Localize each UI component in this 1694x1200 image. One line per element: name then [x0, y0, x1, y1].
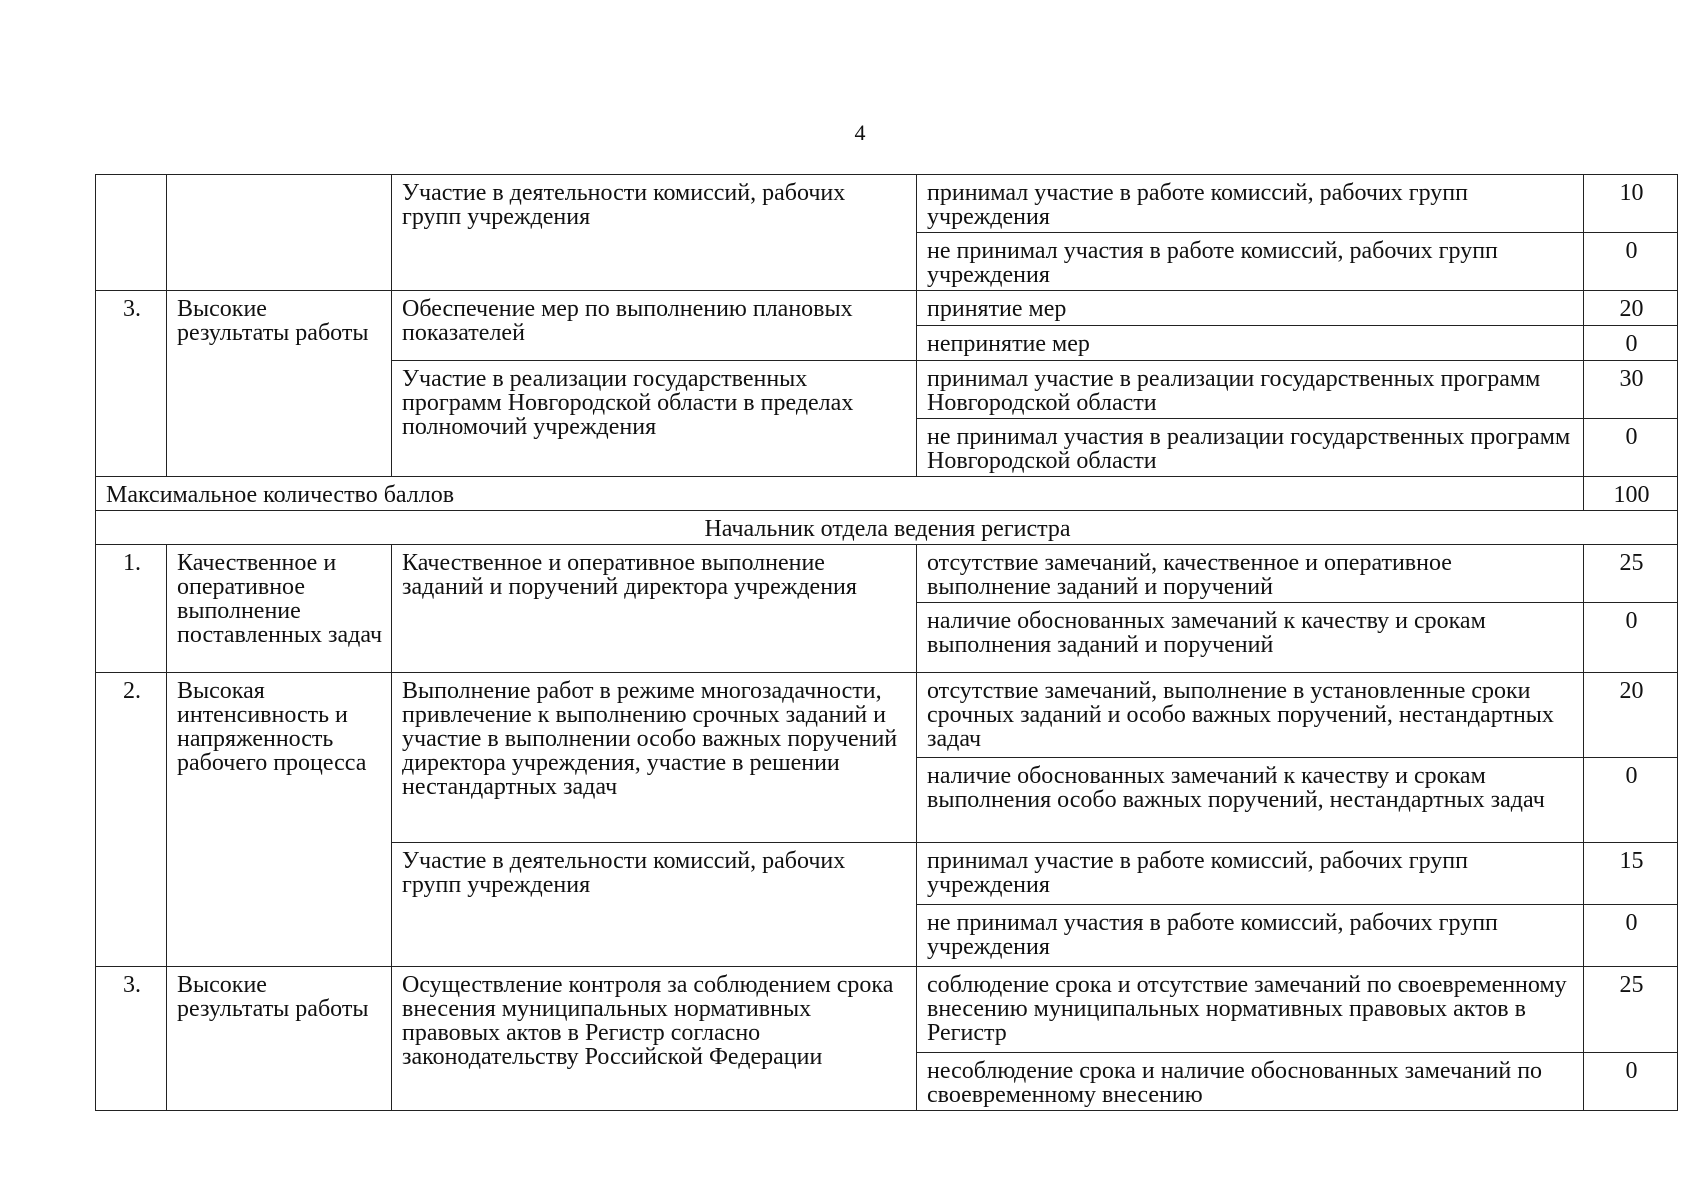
indicator-cell: Обеспечение мер по выполнению плановых показателей [392, 291, 917, 361]
num-cell: 3. [96, 967, 167, 1111]
indicator-cell: Выполнение работ в режиме многозадачности, привлечение к выполнению срочных заданий и участие в выполнении особо важных поручений директора учреждения, участие в решении нестандартных задач [392, 673, 917, 843]
condition-cell: отсутствие замечаний, выполнение в установленные сроки срочных заданий и особо важных поручений, нестандартных задач [917, 673, 1584, 758]
table-row [96, 291, 1678, 326]
condition-cell: не принимал участия в работе комиссий, рабочих групп учреждения [917, 905, 1584, 967]
condition-cell: принимал участие в работе комиссий, рабочих групп учреждения [917, 175, 1584, 233]
table-row [96, 477, 1678, 511]
score-cell: 0 [1584, 905, 1678, 967]
max-score-label: Максимальное количество баллов [96, 477, 1584, 511]
score-cell: 10 [1584, 175, 1678, 233]
condition-cell: соблюдение срока и отсутствие замечаний по своевременному внесению муниципальных нормативных правовых актов в Регистр [917, 967, 1584, 1053]
criterion-cell: Качественное и оперативное выполнение поставленных задач [167, 545, 392, 673]
table-row [96, 511, 1678, 545]
page-number: 4 [854, 120, 866, 145]
score-cell: 0 [1584, 603, 1678, 673]
condition-cell: наличие обоснованных замечаний к качеству и срокам выполнения особо важных поручений, нестандартных задач [917, 758, 1584, 843]
condition-cell: не принимал участия в реализации государственных программ Новгородской области [917, 419, 1584, 477]
condition-cell: принимал участие в работе комиссий, рабочих групп учреждения [917, 843, 1584, 905]
score-cell: 20 [1584, 673, 1678, 758]
score-cell: 30 [1584, 361, 1678, 419]
criterion-cell: Высокая интенсивность и напряженность рабочего процесса [167, 673, 392, 967]
condition-cell: отсутствие замечаний, качественное и оперативное выполнение заданий и поручений [917, 545, 1584, 603]
score-cell: 0 [1584, 233, 1678, 291]
score-cell: 25 [1584, 967, 1678, 1053]
indicator-cell: Качественное и оперативное выполнение заданий и поручений директора учреждения [392, 545, 917, 673]
num-cell: 3. [96, 291, 167, 477]
condition-cell: не принимал участия в работе комиссий, рабочих групп учреждения [917, 233, 1584, 291]
condition-cell: наличие обоснованных замечаний к качеству и срокам выполнения заданий и поручений [917, 603, 1584, 673]
indicator-cell: Участие в реализации государственных программ Новгородской области в пределах полномочий учреждения [392, 361, 917, 477]
num-cell: 1. [96, 545, 167, 673]
criterion-cell: Высокие результаты работы [167, 967, 392, 1111]
table-row [96, 967, 1678, 1053]
condition-cell: принятие мер [917, 291, 1584, 326]
condition-cell: принимал участие в реализации государственных программ Новгородской области [917, 361, 1584, 419]
score-cell: 15 [1584, 843, 1678, 905]
table-row [96, 175, 1678, 233]
score-cell: 20 [1584, 291, 1678, 326]
indicator-cell: Участие в деятельности комиссий, рабочих групп учреждения [392, 175, 917, 291]
score-cell: 25 [1584, 545, 1678, 603]
condition-cell: непринятие мер [917, 326, 1584, 361]
num-cell: 2. [96, 673, 167, 967]
criterion-cell [167, 175, 392, 291]
score-cell: 0 [1584, 419, 1678, 477]
section-title: Начальник отдела ведения регистра [96, 511, 1678, 545]
criterion-cell: Высокие результаты работы [167, 291, 392, 477]
table-row [96, 673, 1678, 758]
score-cell: 0 [1584, 758, 1678, 843]
max-score-value: 100 [1584, 477, 1678, 511]
num-cell [96, 175, 167, 291]
criteria-table [95, 174, 1678, 1111]
score-cell: 0 [1584, 1053, 1678, 1111]
condition-cell: несоблюдение срока и наличие обоснованных замечаний по своевременному внесению [917, 1053, 1584, 1111]
score-cell: 0 [1584, 326, 1678, 361]
indicator-cell: Участие в деятельности комиссий, рабочих групп учреждения [392, 843, 917, 967]
indicator-cell: Осуществление контроля за соблюдением срока внесения муниципальных нормативных правовых актов в Регистр согласно законодательству Российской Федерации [392, 967, 917, 1111]
table-row [96, 545, 1678, 603]
